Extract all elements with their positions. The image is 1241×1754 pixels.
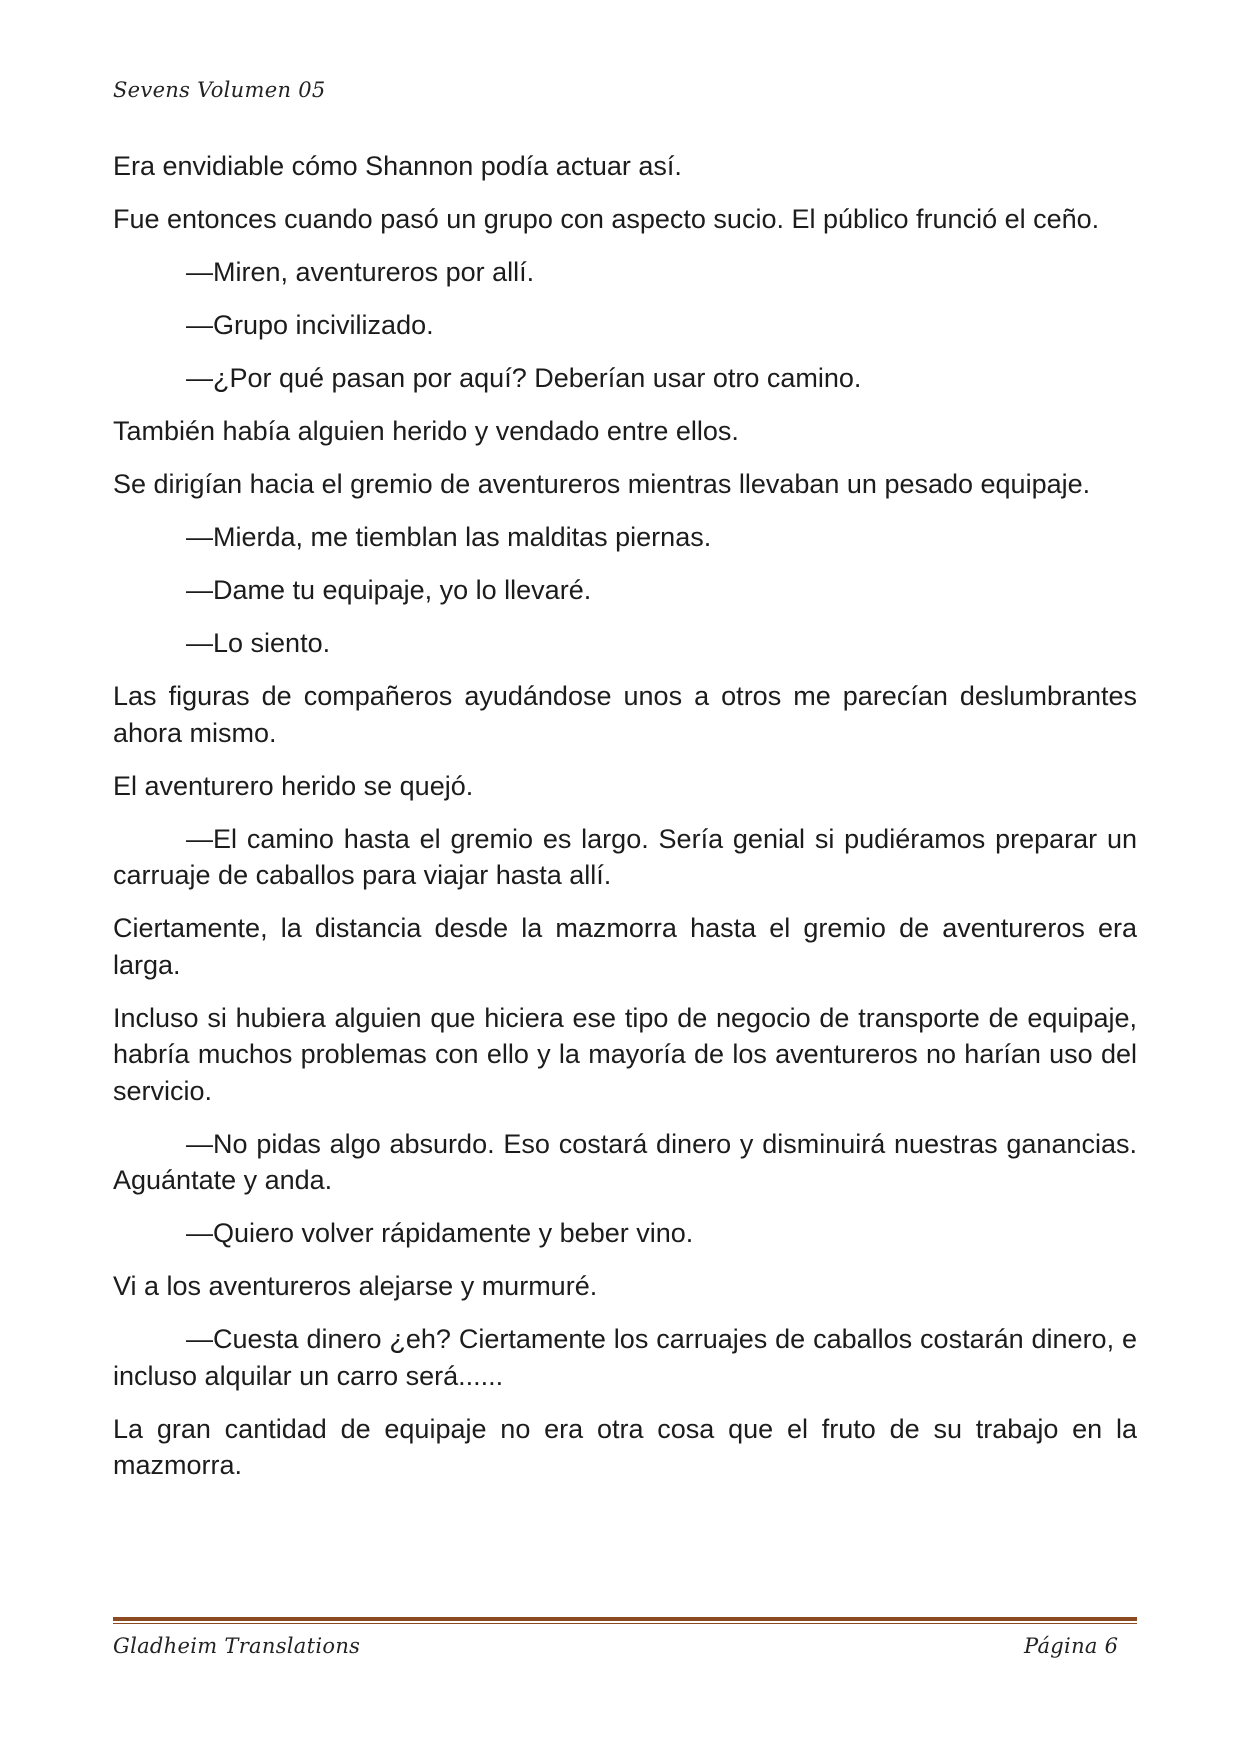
footer-publisher: Gladheim Translations [113,1634,361,1658]
paragraph: Fue entonces cuando pasó un grupo con aspecto sucio. El público frunció el ceño. [113,204,1100,234]
paragraph: Era envidiable cómo Shannon podía actuar así. [113,151,682,181]
footer-divider-thin [113,1623,1137,1624]
dialogue-line: —Cuesta dinero ¿eh? Ciertamente los carruajes de caballos costarán dinero, e incluso alquilar un carro será...... [113,1324,1137,1391]
paragraph: Se dirigían hacia el gremio de aventureros mientras llevaban un pesado equipaje. [113,469,1091,499]
paragraph: Las figuras de compañeros ayudándose unos a otros me parecían deslumbrantes ahora mismo. [113,681,1137,748]
dialogue-line: —Lo siento. [186,628,331,658]
dialogue-line: —No pidas algo absurdo. Eso costará dinero y disminuirá nuestras ganancias. Aguántate y anda. [113,1128,1137,1195]
dialogue-line: —Grupo incivilizado. [186,310,434,340]
dialogue-line: —Mierda, me tiemblan las malditas piernas. [186,522,712,552]
paragraph: Incluso si hubiera alguien que hiciera ese tipo de negocio de transporte de equipaje, habría muchos problemas con ello y la mayoría de los aventureros no harían uso del servicio. [113,1002,1137,1106]
footer-page-number: Página 6 [1024,1634,1119,1658]
page-header-title: Sevens Volumen 05 [113,78,326,102]
footer-divider-thick [113,1617,1137,1621]
paragraph: Ciertamente, la distancia desde la mazmorra hasta el gremio de aventureros era larga. [113,913,1137,980]
footer-divider [113,1617,1137,1624]
dialogue-line: —¿Por qué pasan por aquí? Deberían usar otro camino. [186,363,862,393]
page-body [113,148,1137,1500]
paragraph: También había alguien herido y vendado entre ellos. [113,416,739,446]
dialogue-line: —Quiero volver rápidamente y beber vino. [186,1218,694,1248]
paragraph: Vi a los aventureros alejarse y murmuré. [113,1271,598,1301]
dialogue-line: —El camino hasta el gremio es largo. Sería genial si pudiéramos preparar un carruaje de caballos para viajar hasta allí. [113,823,1137,890]
dialogue-line: —Dame tu equipaje, yo lo llevaré. [186,575,592,605]
dialogue-line: —Miren, aventureros por allí. [186,257,535,287]
paragraph: El aventurero herido se quejó. [113,770,474,801]
paragraph: La gran cantidad de equipaje no era otra cosa que el fruto de su trabajo en la mazmorra. [113,1413,1137,1480]
